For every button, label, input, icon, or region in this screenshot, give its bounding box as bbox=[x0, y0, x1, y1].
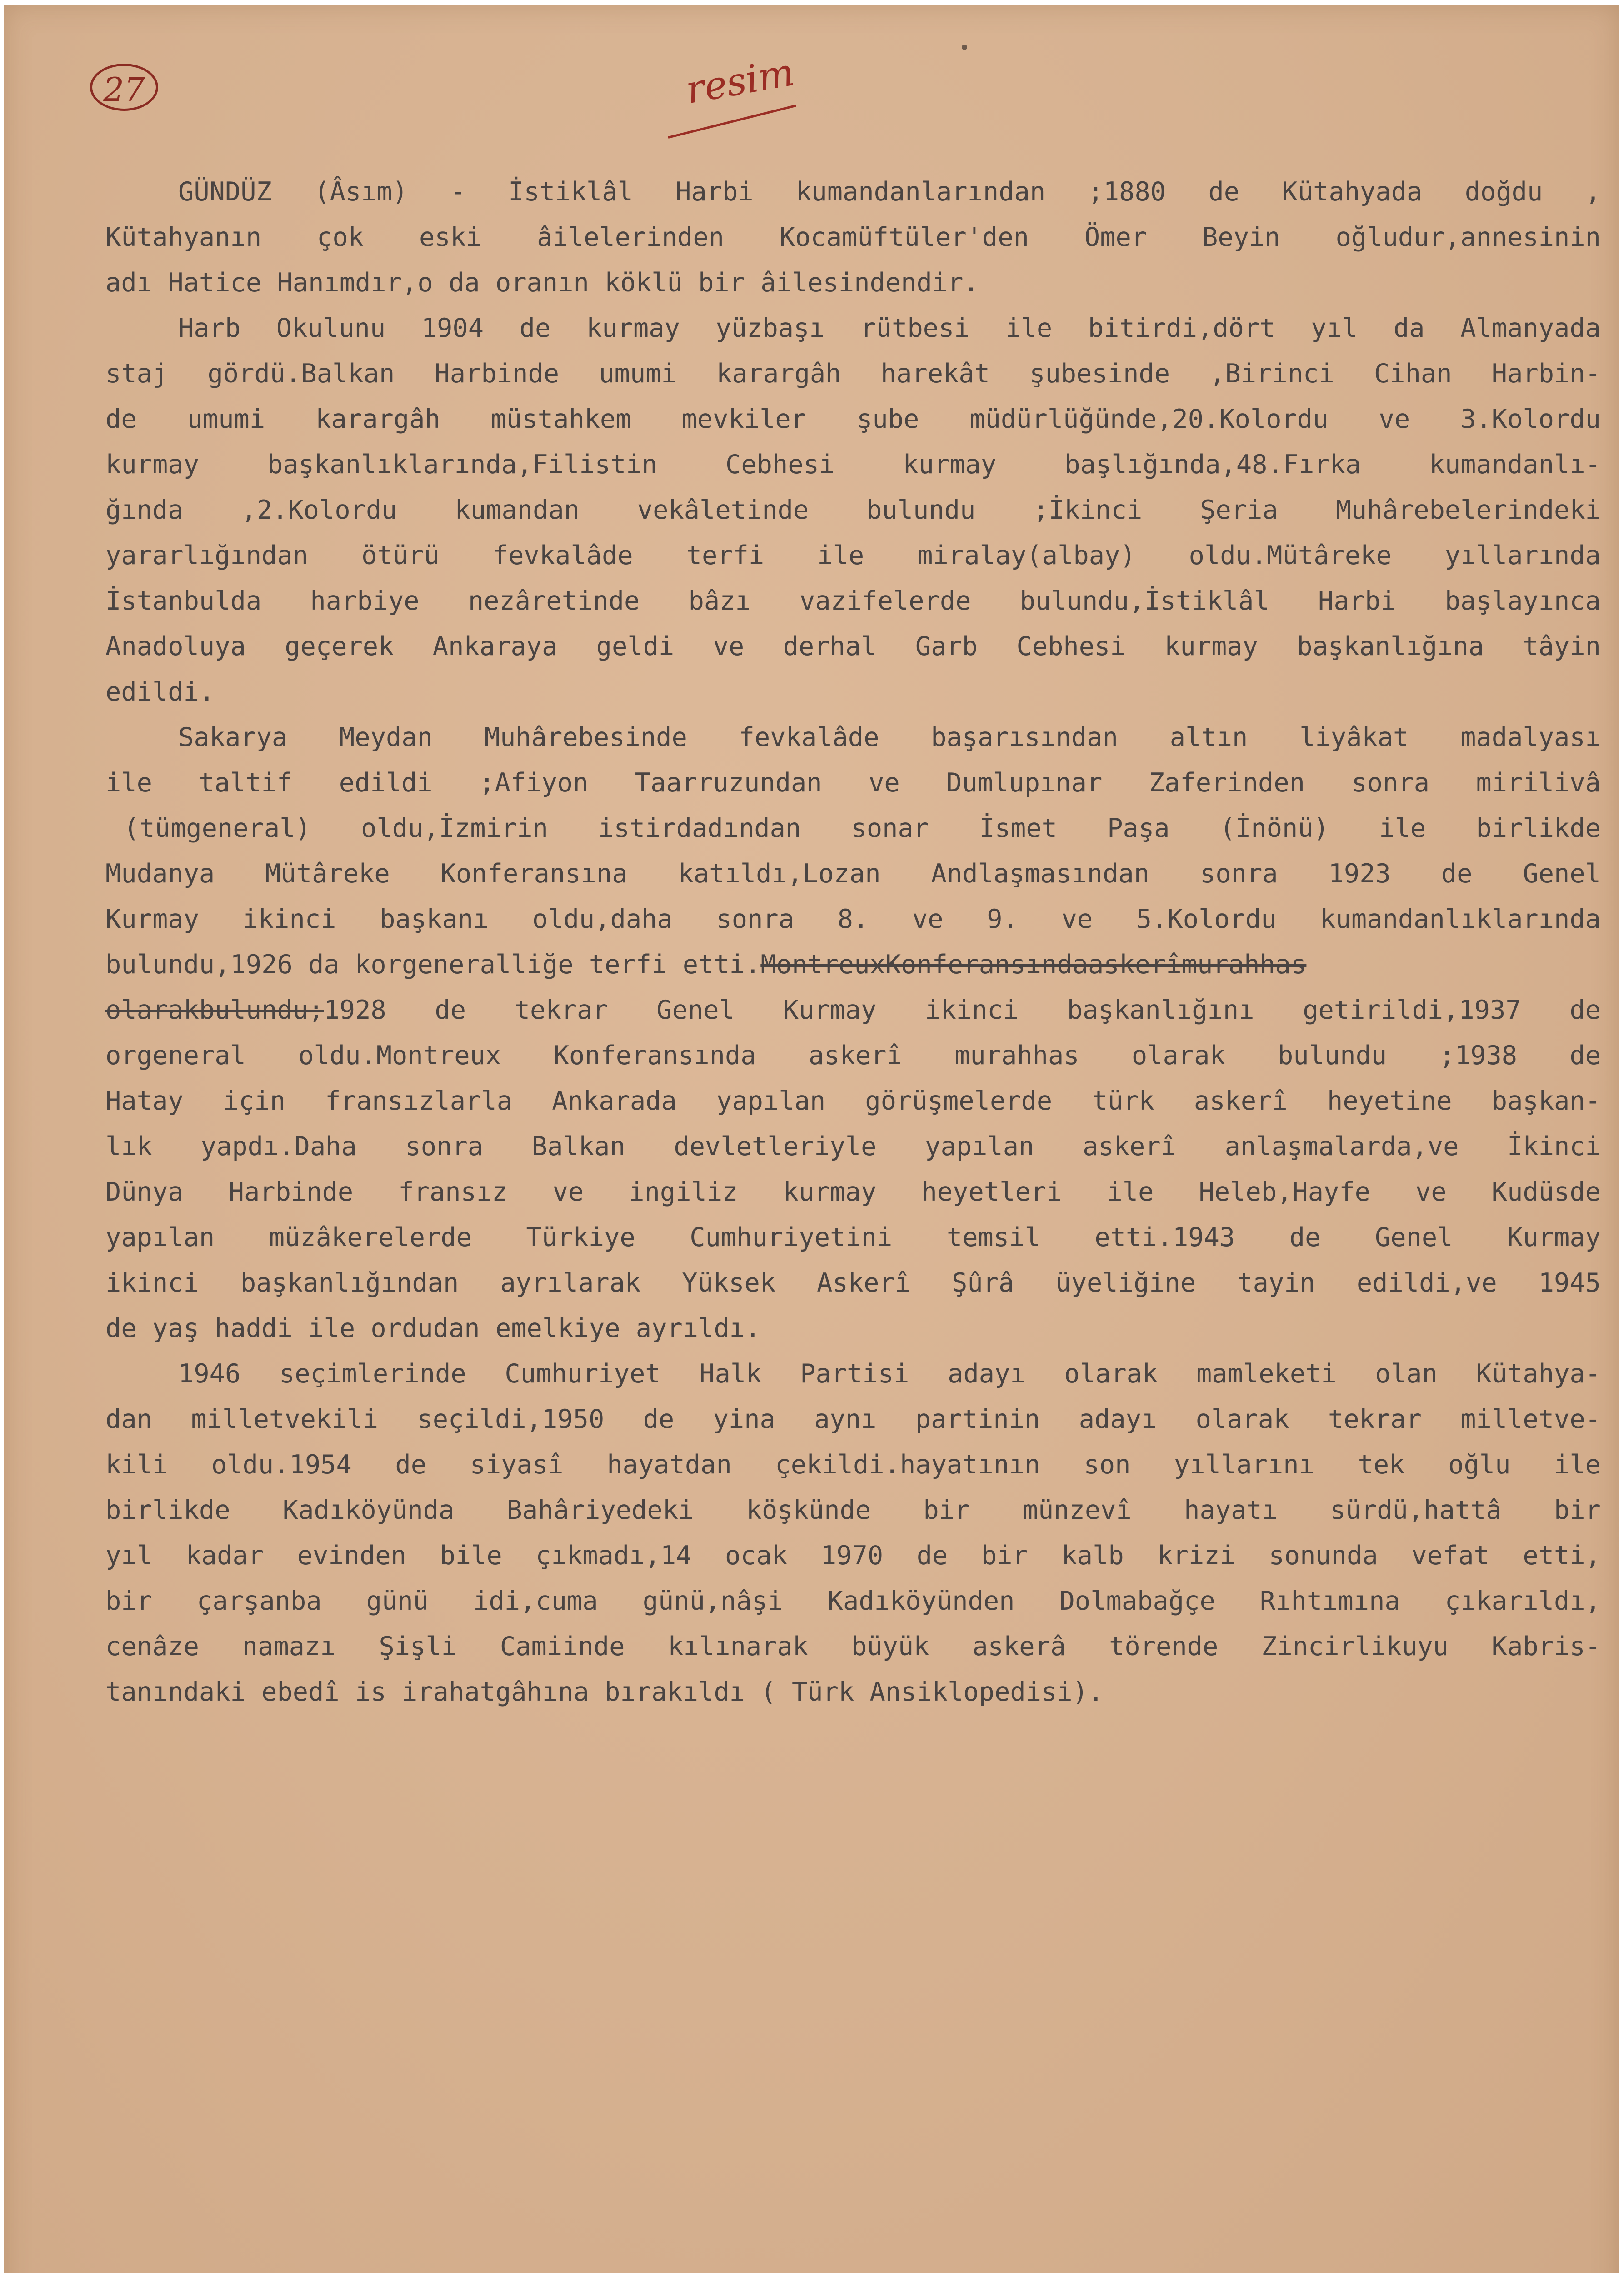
text-line-with-strikethrough bbox=[105, 942, 1601, 987]
text-line: cenâze namazı Şişli Camiinde kılınarak büyük askerâ törende Zincirlikuyu Kabris- bbox=[105, 1632, 1601, 1662]
text-line: Kütahyanın çok eski âilelerinden Kocamüftüler'den Ömer Beyin oğludur,annesinin bbox=[105, 222, 1601, 252]
text-line: Dünya Harbinde fransız ve ingiliz kurmay heyetleri ile Heleb,Hayfe ve Kudüsde bbox=[105, 1177, 1601, 1207]
text-line: kili oldu.1954 de siyasî hayatdan çekildi.hayatının son yıllarını tek oğlu ile bbox=[105, 1450, 1601, 1480]
text-line: yapılan müzâkerelerde Türkiye Cumhuriyetini temsil etti.1943 de Genel Kurmay bbox=[105, 1222, 1601, 1252]
text-line: lık yapdı.Daha sonra Balkan devletleriyle yapılan askerî anlaşmalarda,ve İkinci bbox=[105, 1131, 1601, 1162]
text-line: staj gördü.Balkan Harbinde umumi karargâh harekât şubesinde ,Birinci Cihan Harbin- bbox=[105, 359, 1601, 389]
text-line: tanındaki ebedî is irahatgâhına bırakıldı ( Türk Ansiklopedisi). bbox=[105, 1677, 1104, 1707]
handwritten-note: resim bbox=[682, 50, 798, 113]
text-line: (tümgeneral) oldu,İzmirin istirdadından sonar İsmet Paşa (İnönü) ile birlikde bbox=[124, 813, 1601, 843]
text-line: ikinci başkanlığından ayrılarak Yüksek Askerî Şûrâ üyeliğine tayin edildi,ve 1945 bbox=[105, 1268, 1601, 1298]
text-line: 1946 seçimlerinde Cumhuriyet Halk Partisi adayı olarak mamleketi olan Kütahya- bbox=[178, 1359, 1601, 1389]
text-line: kurmay başkanlıklarında,Filistin Cebhesi kurmay başlığında,48.Fırka kumandanlı- bbox=[105, 450, 1601, 480]
text-line: GÜNDÜZ (Âsım) - İstiklâl Harbi kumandanlarından ;1880 de Kütahyada doğdu , bbox=[178, 177, 1601, 207]
text-line: yıl kadar evinden bile çıkmadı,14 ocak 1970 de bir kalb krizi sonunda vefat etti, bbox=[105, 1541, 1601, 1571]
text-line-with-strikethrough bbox=[105, 987, 1601, 1033]
text-line: birlikde Kadıköyünda Bahâriyedeki köşkünde bir münzevî hayatı sürdü,hattâ bir bbox=[105, 1495, 1601, 1525]
text-segment: 1928 de tekrar Genel Kurmay ikinci başkanlığını getirildi,1937 de bbox=[324, 995, 1601, 1025]
struck-out-text: MontreuxKonferansındaaskerîmurahhas bbox=[760, 950, 1307, 980]
text-line: Hatay için fransızlarla Ankarada yapılan görüşmelerde türk askerî heyetine başkan- bbox=[105, 1086, 1601, 1116]
text-line: Anadoluya geçerek Ankaraya geldi ve derhal Garb Cebhesi kurmay başkanlığına tâyin bbox=[105, 631, 1601, 661]
text-line: bir çarşanba günü idi,cuma günü,nâşi Kadıköyünden Dolmabağçe Rıhtımına çıkarıldı, bbox=[105, 1586, 1601, 1616]
text-line: de umumi karargâh müstahkem mevkiler şube müdürlüğünde,20.Kolordu ve 3.Kolordu bbox=[105, 404, 1601, 434]
text-line: İstanbulda harbiye nezâretinde bâzı vazifelerde bulundu,İstiklâl Harbi başlayınca bbox=[105, 586, 1601, 616]
text-line: adı Hatice Hanımdır,o da oranın köklü bir âilesindendir. bbox=[105, 268, 979, 298]
text-line: yararlığından ötürü fevkalâde terfi ile miralay(albay) oldu.Mütâreke yıllarında bbox=[105, 541, 1601, 571]
text-line: ğında ,2.Kolordu kumandan vekâletinde bulundu ;İkinci Şeria Muhârebelerindeki bbox=[105, 495, 1601, 525]
text-line: Harb Okulunu 1904 de kurmay yüzbaşı rütbesi ile bitirdi,dört yıl da Almanyada bbox=[178, 313, 1601, 343]
text-line: Sakarya Meydan Muhârebesinde fevkalâde başarısından altın liyâkat madalyası bbox=[178, 722, 1601, 752]
struck-out-text: olarakbulundu; bbox=[105, 995, 324, 1025]
text-line: dan milletvekili seçildi,1950 de yina aynı partinin adayı olarak tekrar milletve- bbox=[105, 1404, 1601, 1434]
text-line: edildi. bbox=[105, 677, 215, 707]
text-line: Kurmay ikinci başkanı oldu,daha sonra 8. ve 9. ve 5.Kolordu kumandanlıklarında bbox=[105, 904, 1601, 934]
text-line: de yaş haddi ile ordudan emelkiye ayrıldı. bbox=[105, 1313, 761, 1343]
text-line: Mudanya Mütâreke Konferansına katıldı,Lozan Andlaşmasından sonra 1923 de Genel bbox=[105, 859, 1601, 889]
text-line: orgeneral oldu.Montreux Konferansında askerî murahhas olarak bulundu ;1938 de bbox=[105, 1041, 1601, 1071]
page-number-circled: 27 bbox=[90, 64, 158, 111]
text-segment: bulundu,1926 da korgeneralliğe terfi etti. bbox=[105, 950, 761, 980]
ink-dot bbox=[962, 45, 967, 50]
typed-text bbox=[105, 169, 1601, 1715]
text-line: ile taltif edildi ;Afiyon Taarruzundan ve Dumlupınar Zaferinden sonra mirilivâ bbox=[105, 768, 1601, 798]
